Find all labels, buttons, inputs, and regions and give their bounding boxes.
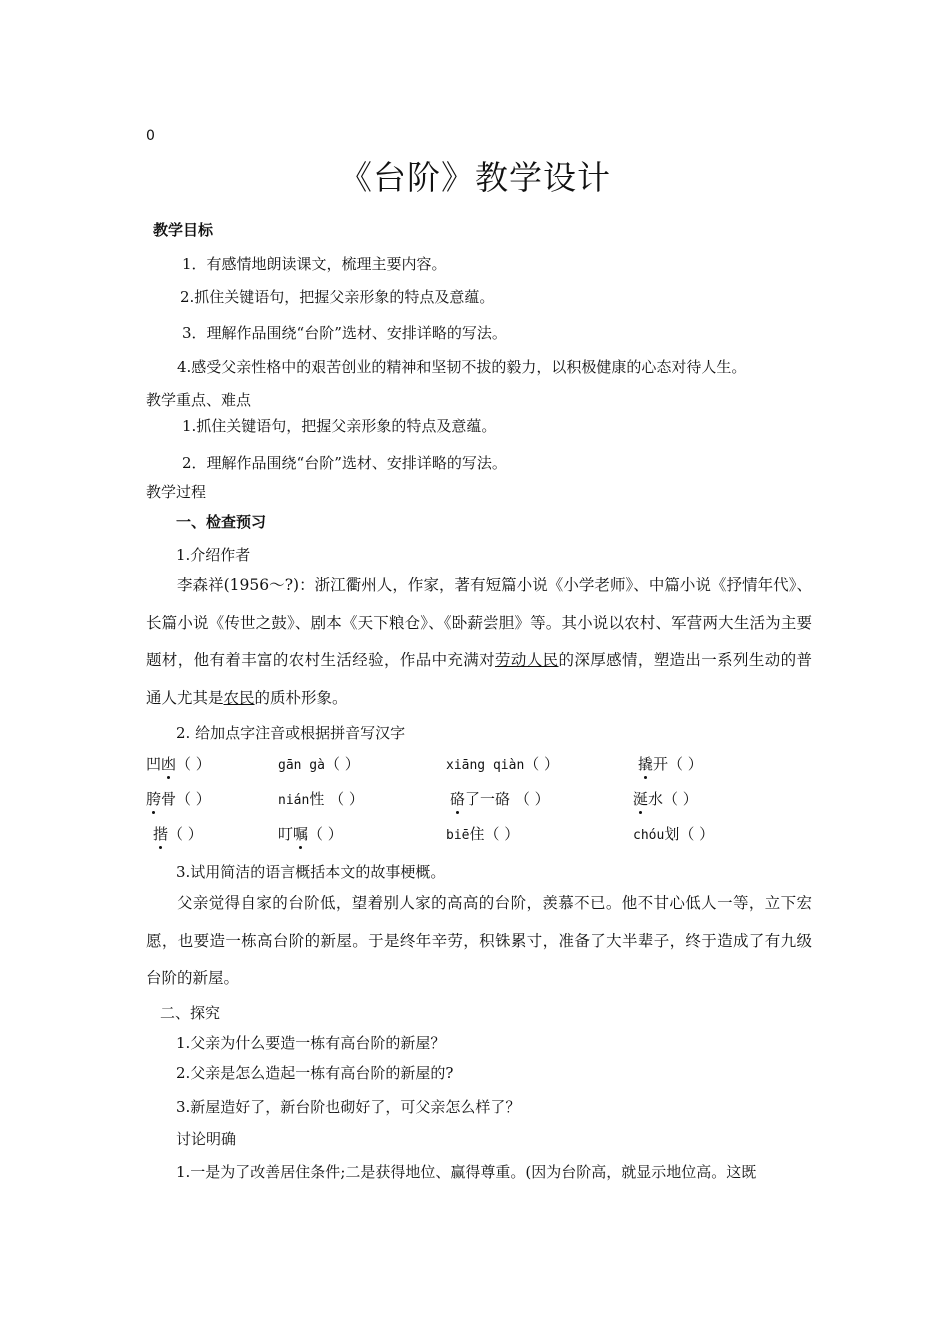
objective-item: 1．有感情地朗读课文，梳理主要内容。 bbox=[182, 255, 447, 273]
exercise-item: xiāng qiàn（ ） bbox=[446, 755, 560, 773]
section-heading: 一、检查预习 bbox=[176, 513, 267, 531]
document-title: 《台阶》教学设计 bbox=[339, 158, 611, 197]
subsection-label: 1.介绍作者 bbox=[176, 546, 251, 564]
discussion-heading: 讨论明确 bbox=[176, 1130, 237, 1148]
objective-item: 3．理解作品围绕“台阶”选材、安排详略的写法。 bbox=[182, 324, 507, 342]
exercise-item: 揩（ ） bbox=[153, 825, 203, 843]
subsection-label: 2. 给加点字注音或根据拼音写汉字 bbox=[176, 724, 406, 742]
key-point-item: 1.抓住关键语句，把握父亲形象的特点及意蕴。 bbox=[182, 417, 497, 435]
exercise-item: 叮嘱（ ） bbox=[278, 825, 343, 843]
section-heading: 二、探究 bbox=[160, 1004, 221, 1022]
exercise-item: nián性 （ ） bbox=[278, 790, 364, 808]
question-item: 3.新屋造好了，新台阶也砌好了，可父亲怎么样了？ bbox=[176, 1098, 521, 1116]
link-laborers[interactable]: 劳动人民 bbox=[495, 651, 559, 669]
objective-item: 4.感受父亲性格中的艰苦创业的精神和坚韧不拔的毅力，以积极健康的心态对待人生。 bbox=[177, 358, 747, 376]
page-number: 0 bbox=[146, 128, 155, 144]
exercise-item: 撬开（ ） bbox=[638, 755, 703, 773]
exercise-item: gān gà（ ） bbox=[278, 755, 360, 773]
story-summary: 父亲觉得自家的台阶低，望着别人家的高高的台阶，羡慕不已。他不甘心低人一等，立下宏愿，也要造一栋高台阶的新屋。于是终年辛劳，积铢累寸，准备了大半辈子，终于造成了有九级台阶的新屋。 bbox=[146, 894, 812, 987]
link-farmers[interactable]: 农民 bbox=[223, 688, 255, 707]
question-item: 1.父亲为什么要造一栋有高台阶的新屋？ bbox=[176, 1034, 446, 1052]
key-point-item: 2．理解作品围绕“台阶”选材、安排详略的写法。 bbox=[182, 454, 507, 472]
exercise-item: 硌了一硌 （ ） bbox=[450, 790, 550, 808]
objectives-heading: 教学目标 bbox=[153, 221, 214, 239]
subsection-label: 3.试用简洁的语言概括本文的故事梗概。 bbox=[176, 863, 446, 881]
author-intro: 李森祥(1956～?)：浙江衢州人，作家，著有短篇小说《小学老师》、中篇小说《抒情年代》、长篇小说《传世之鼓》、剧本《天下粮仓》、《卧薪尝胆》等。其小说以农村、军营两大生活为主要题材，他有着丰富的农村生活经验，作品中充满对劳动人民的深厚感情，塑造出一系列生动的普通人尤其是农民的质朴形象。 bbox=[146, 576, 812, 707]
exercise-item: chóu划（ ） bbox=[633, 825, 715, 843]
exercise-item: biē住（ ） bbox=[446, 825, 520, 843]
exercise-item: 涎水（ ） bbox=[633, 790, 698, 808]
key-points-heading: 教学重点、难点 bbox=[146, 391, 252, 409]
answer-item: 1.一是为了改善居住条件;二是获得地位、赢得尊重。(因为台阶高，就显示地位高。这既 bbox=[176, 1163, 757, 1181]
process-heading: 教学过程 bbox=[146, 483, 207, 501]
question-item: 2.父亲是怎么造起一栋有高台阶的新屋的? bbox=[176, 1064, 454, 1082]
exercise-item: 凹凼（ ） bbox=[146, 755, 211, 773]
exercise-item: 胯骨（ ） bbox=[146, 790, 211, 808]
objective-item: 2.抓住关键语句，把握父亲形象的特点及意蕴。 bbox=[180, 288, 495, 306]
